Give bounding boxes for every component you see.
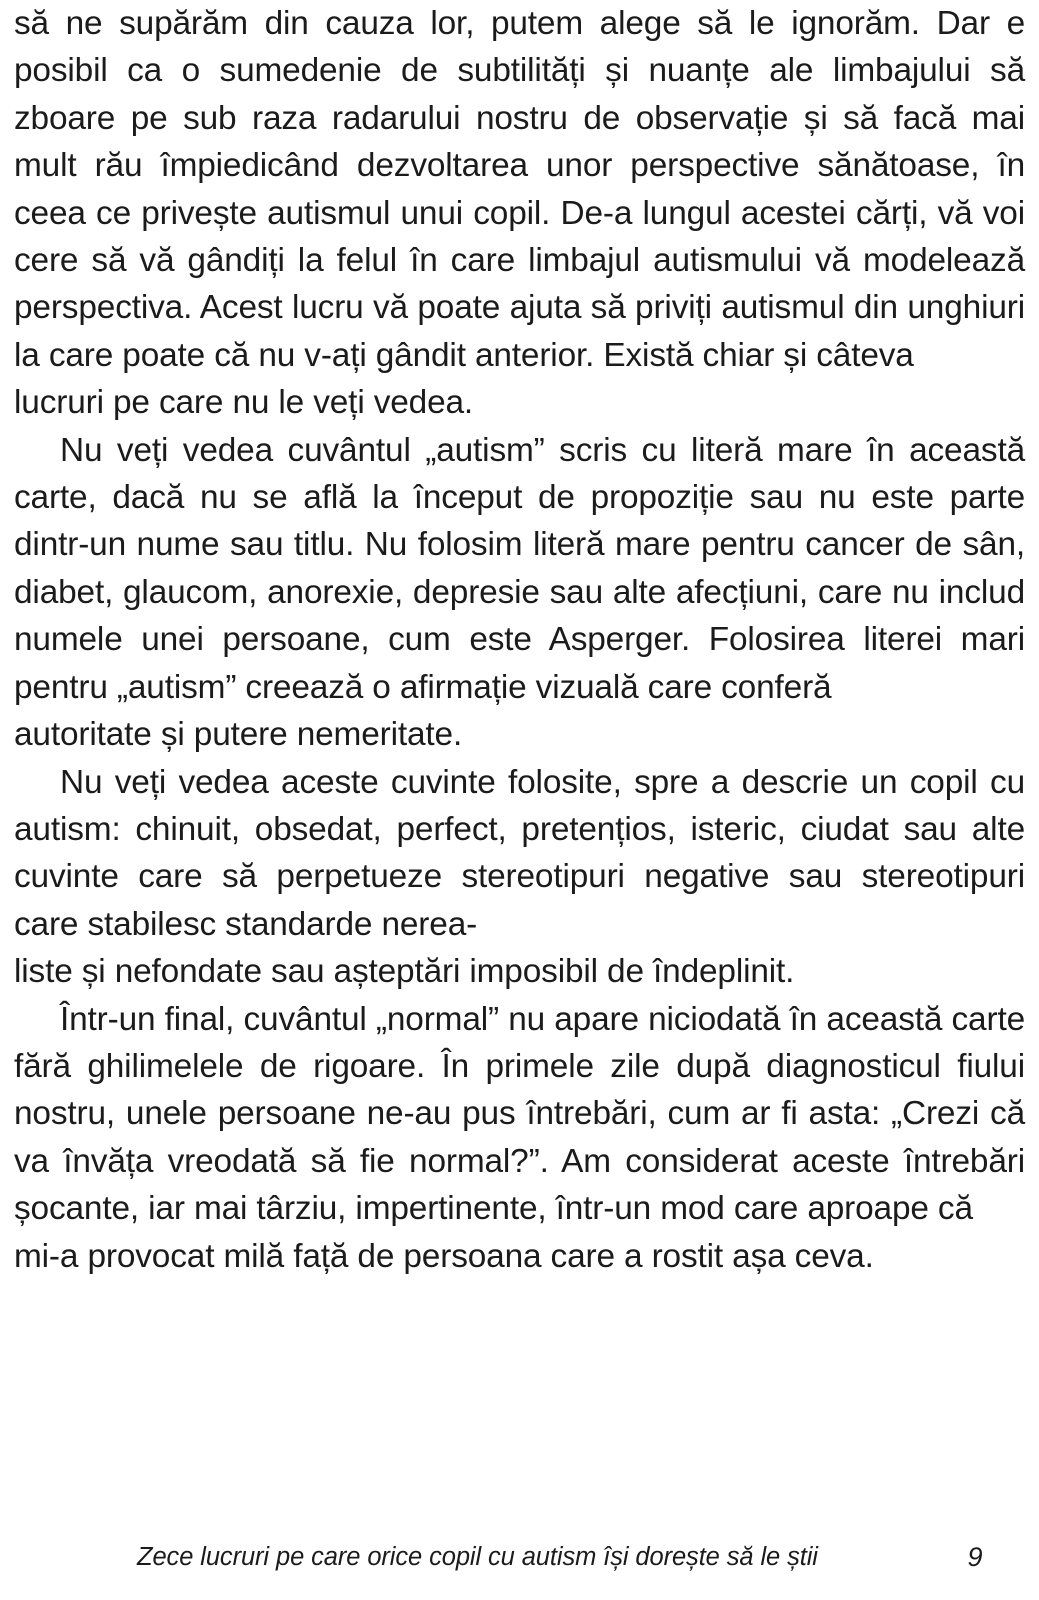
paragraph-body-text: Într-un final, cuvântul „normal” nu apare niciodată în această carte fără ghilimelele de rigoare. În primele zile după diagnosticul fiului nostru, unele persoane ne-au pus întrebări, cum ar fi asta: „Crezi că va învăța vreodată să fie normal?”. Am considerat aceste întrebări șocante, iar mai târziu, impertinente, într-un mod care aproape că xyxy=(14,1000,1025,1228)
page-footer xyxy=(0,1540,1039,1590)
paragraph-4 xyxy=(14,996,1025,1280)
paragraph-last-line: mi-a provocat milă față de persoana care a rostit așa ceva. xyxy=(14,1237,874,1275)
paragraph-last-line: lucruri pe care nu le veți vedea. xyxy=(14,384,474,422)
paragraph-3 xyxy=(14,759,1025,996)
page-text-block xyxy=(14,0,1025,1280)
footer-page-number: 9 xyxy=(967,1542,983,1572)
paragraph-continued xyxy=(14,0,1025,427)
paragraph-body-text: Nu veți vedea cuvântul „autism” scris cu literă mare în această carte, dacă nu se află la început de propoziție sau nu este parte dintr-un nume sau titlu. Nu folosim literă mare pentru cancer de sân, diabet, glaucom, anorexie, depresie sau alte afecțiuni, care nu includ numele unei persoane, cum este Asperger. Folosirea literei mari pentru „autism” creează o afirmație vizuală care conferă xyxy=(14,431,1025,706)
paragraph-2 xyxy=(14,427,1025,759)
paragraph-last-line: autoritate și putere nemeritate. xyxy=(14,716,463,754)
footer-running-title: Zece lucruri pe care orice copil cu autism își dorește să le știi xyxy=(137,1543,818,1571)
paragraph-body-text: Nu veți vedea aceste cuvinte folosite, spre a descrie un copil cu autism: chinuit, obsedat, perfect, pretențios, isteric, ciudat sau alte cuvinte care să perpetueze stereotipuri negative sau stereotipuri care stabilesc standarde nerea- xyxy=(14,763,1025,943)
paragraph-body-text: să ne supărăm din cauza lor, putem alege să le ignorăm. Dar e posibil ca o sumedenie de subtilități și nuanțe ale limbajului să zboare pe sub raza radarului nostru de observație și să facă mai mult rău împiedicând dezvoltarea unor perspective sănătoase, în ceea ce privește autismul unui copil. De-a lungul acestei cărți, vă voi cere să vă gândiți la felul în care limbajul autismului vă modelează perspectiva. Acest lucru vă poate ajuta să priviți autismul din unghiuri la care poate că nu v-ați gândit anterior. Există chiar și câteva xyxy=(14,5,1025,374)
paragraph-last-line: liste și nefondate sau așteptări imposibil de îndeplinit. xyxy=(14,953,795,991)
